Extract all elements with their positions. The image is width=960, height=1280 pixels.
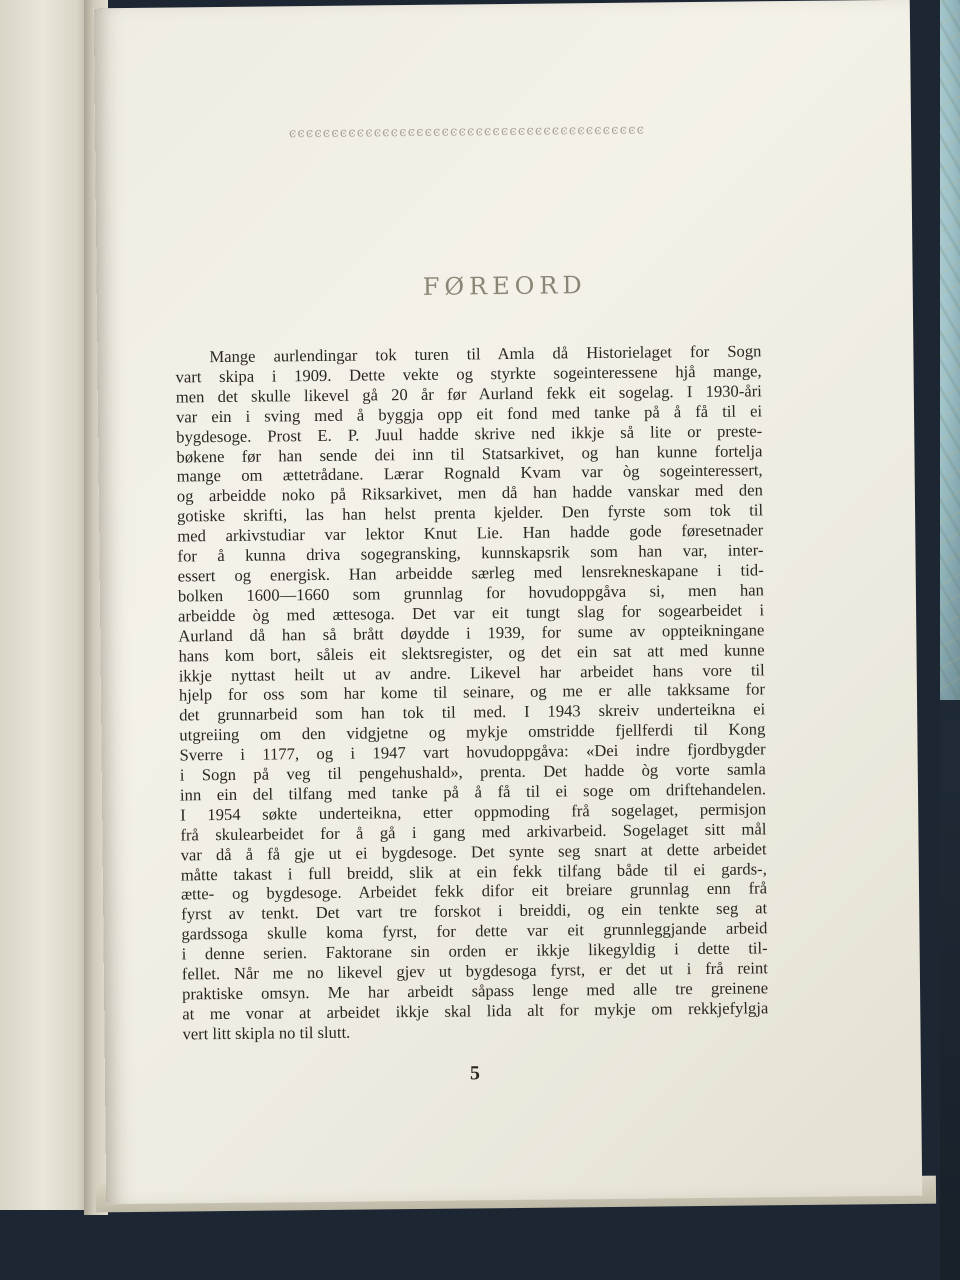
text-line: men det skulle likevel gå 20 år før Aurland fekk eit sogelag. I 1930-åri (175, 381, 762, 407)
body-text (175, 341, 768, 1044)
text-line: i Sogn på veg til pengehushald», prenta. Det hadde òg vorte samla (179, 759, 766, 785)
page-number: 5 (469, 1062, 481, 1085)
text-line: hjelp for oss som har kome til seinare, og me er alle takksame for (178, 679, 766, 705)
text-line: Mange aurlendingar tok turen til Amla då Historielaget for Sogn (209, 341, 762, 367)
text-line: inn ein del tilfang med tanke på å få til ei soge om driftehandelen. (179, 779, 767, 805)
text-line: i denne serien. Faktorane sin orden er ikkje likegyldig i dette til- (181, 938, 768, 964)
text-line: I 1954 søkte underteikna, etter oppmoding frå sogelaget, permisjon (180, 799, 767, 825)
text-line: ikkje nyttast heilt ut av andre. Likevel har arbeidet hans vore til (178, 659, 765, 685)
text-line: måtte takast i full breidd, slik at ein fekk tilfang både til ei gards-, (180, 858, 767, 885)
text-line: gardssoga skulle koma fyrst, for dette var eit grunnleggjande arbeid (181, 918, 768, 944)
text-line: bolken 1600—1660 som grunnlag for hovudoppgåva si, men han (177, 580, 764, 606)
page-title: FØREORD (422, 271, 587, 301)
text-line: for å kunna driva sogegransking, kunnskapsrik som han var, inter- (177, 540, 764, 566)
text-line: essert og energisk. Han arbeidde særleg med lensrekneskapane i tid- (177, 560, 764, 586)
text-line: hans kom bort, såleis eit slektsregister, og det ein sat att med kunne (178, 639, 765, 666)
book-page (94, 0, 922, 1204)
text-line: ætte- og bygdesoge. Arbeidet fekk difor eit breiare grunnlag enn frå (180, 878, 768, 904)
text-line: var då å få gje ut ei bygdesoge. Det synte seg snart at dette arbeidet (180, 838, 767, 865)
text-line: Aurland då han så brått døydde i 1939, for sume av oppteikningane (178, 620, 765, 646)
text-line: var ein i sving med å byggja opp eit fond med tanke på å få til ei (175, 401, 763, 427)
text-line: fyrst av tenkt. Det vart tre forskot i breiddi, og ein tenkte seg at (181, 898, 768, 924)
text-line: og arbeidde noko på Riksarkivet, men då han hadde vanskar med den (176, 480, 763, 506)
text-line: det grunnarbeid som han tok til med. I 1943 skreiv underteikna ei (179, 699, 766, 725)
ornament-border: ͼͼͼͼͼͼͼͼͼͼͼͼͼͼͼͼͼͼͼͼͼͼͼͼͼͼͼͼͼͼͼͼͼͼͼͼͼͼͼͼͼͼ (288, 122, 646, 142)
text-line: bygdesoge. Prost E. P. Juul hadde skrive ned ikkje så lite or preste- (176, 420, 763, 447)
text-line: arbeidde òg med ættesoga. Det var eit tungt slag for sogearbeidet i (178, 600, 765, 626)
text-line: frå skulearbeidet for å gå i gang med arkivarbeid. Sogelaget sitt mål (180, 819, 767, 845)
text-line: med arkivstudiar var lektor Knut Lie. Han hadde gode føresetnader (177, 520, 764, 546)
text-line: bøkene før han sende dei inn til Statsarkivet, og han kunne fortelja (176, 440, 763, 466)
text-line: at me vonar at arbeidet ikkje skal lida alt for mykje om rekkjefylgja (182, 998, 769, 1024)
text-line: mange om ættetrådane. Lærar Rognald Kvam var òg sogeinteressert, (176, 460, 763, 486)
text-line: vart skipa i 1909. Dette vekte og styrkte sogeinteressene hjå mange, (175, 361, 762, 387)
text-line: fellet. Når me no likevel gjev ut bygdesoga fyrst, er det ut i frå reint (181, 958, 768, 984)
text-line: praktiske omsyn. Me har arbeidt såpass lenge med alle tre greinene (181, 978, 769, 1004)
text-line: utgreiing om den vidgjetne og mykje omstridde fjellferdi til Kong (179, 719, 766, 745)
text-line: gotiske skrifti, las han helst prenta kjelder. Den fyrste som tok til (176, 500, 764, 526)
left-page-edge (0, 0, 96, 1210)
text-line: vert litt skipla no til slutt. (182, 1022, 351, 1044)
text-line: Sverre i 1177, og i 1947 vart hovudoppgåva: «Dei indre fjordbygder (179, 739, 766, 765)
